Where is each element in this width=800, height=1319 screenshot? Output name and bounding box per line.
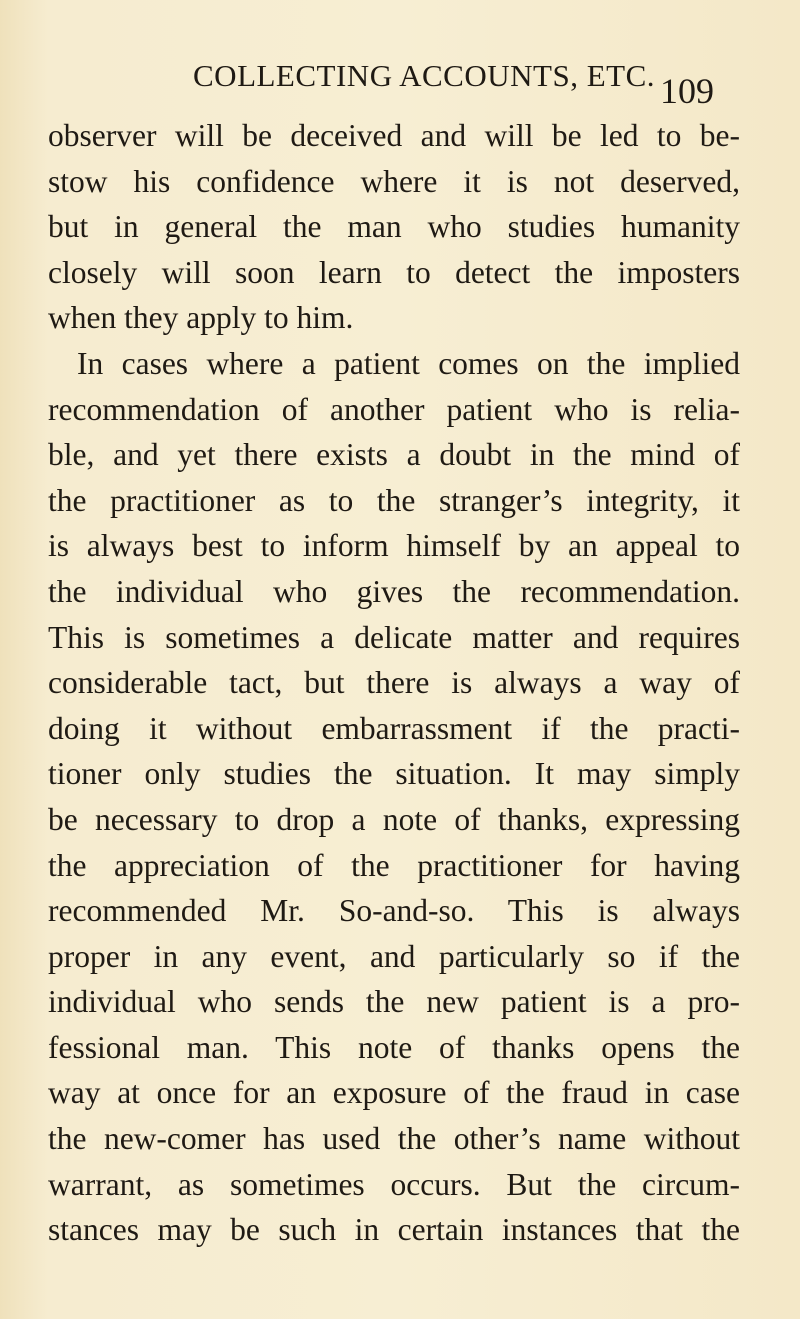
text-line: closely will soon learn to detect the imposters xyxy=(48,254,740,290)
text-line: stow his confidence where it is not deserved, xyxy=(48,163,740,199)
text-line: fessional man. This note of thanks opens the xyxy=(48,1029,740,1065)
text-line: warrant, as sometimes occurs. But the circum- xyxy=(48,1166,740,1202)
text-line: doing it without embarrassment if the practi- xyxy=(48,710,740,746)
text-line: tioner only studies the situation. It may simply xyxy=(48,756,740,792)
page-number: 109 xyxy=(660,71,714,111)
text-line: ble, and yet there exists a doubt in the mind of xyxy=(48,437,740,473)
text-line: proper in any event, and particularly so if the xyxy=(48,938,740,974)
text-line: recommendation of another patient who is relia- xyxy=(48,391,740,427)
text-line: but in general the man who studies humanity xyxy=(48,209,740,245)
paragraph-start-line: In cases where a patient comes on the implied xyxy=(77,345,740,381)
text-line: This is sometimes a delicate matter and requires xyxy=(48,619,740,655)
text-line: the new-comer has used the other’s name without xyxy=(48,1121,740,1157)
text-line: way at once for an exposure of the fraud in case xyxy=(48,1075,740,1111)
text-line: is always best to inform himself by an appeal to xyxy=(48,528,740,564)
text-line: the individual who gives the recommendation. xyxy=(48,573,740,609)
text-line: the practitioner as to the stranger’s integrity, it xyxy=(48,482,740,518)
text-line: recommended Mr. So-and-so. This is always xyxy=(48,893,740,929)
running-title: COLLECTING ACCOUNTS, ETC. xyxy=(193,58,655,93)
text-line: considerable tact, but there is always a way of xyxy=(48,665,740,701)
body-text xyxy=(48,113,740,1253)
paragraph-end-line: when they apply to him. xyxy=(48,300,354,336)
text-line: the appreciation of the practitioner for having xyxy=(48,847,740,883)
running-head xyxy=(0,58,800,111)
text-line: individual who sends the new patient is a pro- xyxy=(48,984,740,1020)
text-line: stances may be such in certain instances that the xyxy=(48,1212,740,1248)
text-line: be necessary to drop a note of thanks, expressing xyxy=(48,801,740,837)
text-line: observer will be deceived and will be led to be- xyxy=(48,118,740,153)
